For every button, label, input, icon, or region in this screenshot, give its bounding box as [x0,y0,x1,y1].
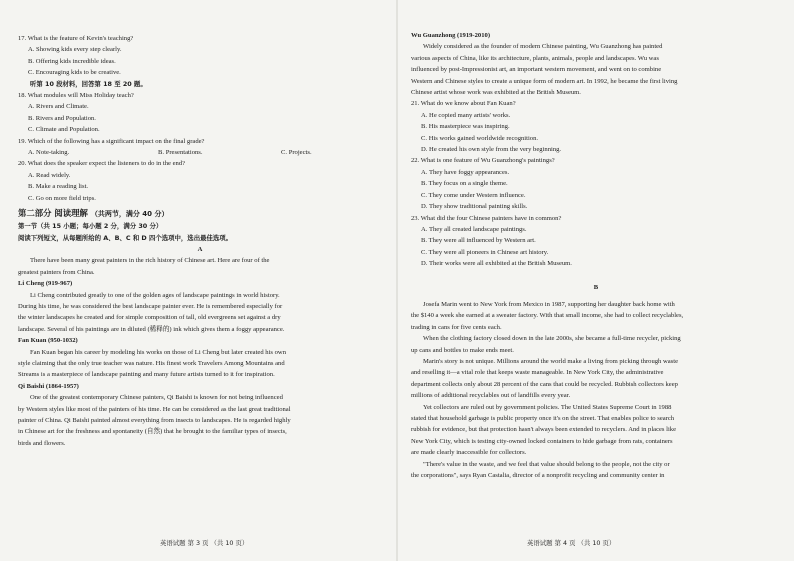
q19-option-b: B. Presentations. [158,149,203,157]
q22-option-d: D. They show traditional painting skills. [421,203,528,211]
q19-options [18,147,382,158]
q23-question: 23. What did the four Chinese painters have in common? [411,214,562,222]
q17-option-a: A. Showing kids every step clearly. [28,46,122,54]
q21-option-c: C. His works gained worldwide recognition. [421,134,539,142]
q19-option-c: C. Projects. [281,149,312,157]
passage-b-line: New York City, which is testing city-owned locked containers to hide garbage from rats, containers [411,437,673,445]
intro-line-1: There have been many great painters in the rich history of Chinese art. Here are four of the [30,257,270,265]
li-cheng-line-1: Li Cheng contributed greatly to one of the golden ages of landscape paintings in world history. [30,291,280,299]
section1-title: 第一节（共 15 小题；每小题 2 分，满分 30 分） [18,222,163,231]
right-page-footer: 英语试题 第 4 页 （共 10 页） [527,539,616,547]
passage-b-line: When the clothing factory closed down in the late 2000s, she became a full-time recycler, picking [423,335,681,343]
right-column [411,30,781,481]
passage-b-line: millions of additional recyclables out of landfills every year. [411,392,571,400]
q21-option-d: D. He created his own style from the very beginning. [421,146,562,154]
section1-instruction: 阅读下列短文，从每题所给的 A、B、C 和 D 四个选项中，选出最佳选项。 [18,233,233,242]
passage-b-line: Marin's story is not unique. Millions around the world make a living from picking through waste [423,357,679,365]
passage-b-body [411,299,781,482]
q18-option-c: C. Climate and Population. [28,126,100,134]
fan-kuan-heading: Fan Kuan (950-1032) [18,337,78,345]
q21-option-b: B. His masterpiece was inspiring. [421,123,510,131]
q22-option-a: A. They have foggy appearances. [421,168,510,176]
fan-kuan-line-3: Streams is a masterpiece of landscape painting and many future artists turned to it for inspiration. [18,371,275,379]
passage-b-line: the corporations", says Ryan Castalia, director of a nonprofit recycling and community center in [411,472,665,480]
q17-option-b: B. Offering kids incredible ideas. [28,57,116,65]
passage-b-line: stated that household garbage is public property once it's on the street. That enables police to search [411,415,675,422]
q22-question: 22. What is one feature of Wu Guanzhong's paintings? [411,157,555,165]
q20-option-c: C. Go on more field trips. [28,194,96,202]
q23-option-a: A. They all created landscape paintings. [421,225,527,233]
q18-option-b: B. Rivers and Population. [28,114,96,122]
passage-b-line: trading in cans for five cents each. [411,323,502,331]
qi-baishi-heading: Qi Baishi (1864-1957) [18,382,79,390]
q20-option-b: B. Make a reading list. [28,183,89,191]
fan-kuan-line-2: style claiming that the only true teacher was nature. His finest work Travelers Among Mountains and [18,359,285,367]
q19-option-a: A. Note-taking. [28,149,70,157]
left-column [18,33,382,449]
q22-option-b: B. They focus on a single theme. [421,180,508,188]
passage-a-label: A [197,245,203,253]
wu-guanzhong-line-5: Chinese artist whose work was exhibited at the British Museum. [411,89,581,97]
q23-option-b: B. They were all influenced by Western art. [421,237,536,245]
passage-b-line: the $140 a week she earned at a sweater factory. With that small income, she had to collect recyclables, [411,312,684,320]
q23-option-d: D. Their works were all exhibited at the British Museum. [421,260,572,268]
passage-b-line: "There's value in the waste, and we feel that value should belong to the people, not the city or [423,460,670,468]
li-cheng-heading: Li Cheng (919-967) [18,280,73,288]
part2-subtitle: （共两节，满分 40 分） [90,210,169,219]
listening-instruction: 听第 10 段材料，回答第 18 至 20 题。 [30,79,147,88]
q21-question: 21. What do we know about Fan Kuan? [411,100,516,108]
fan-kuan-line-1: Fan Kuan began his career by modeling his works on those of Li Cheng but later created his own [30,348,286,356]
q19-question: 19. Which of the following has a significant impact on the final grade? [18,137,205,145]
wu-guanzhong-heading: Wu Guanzhong (1919-2010) [411,32,491,39]
q18-option-a: A. Rivers and Climate. [28,103,89,111]
part2-title: 第二部分 阅读理解 [18,208,88,219]
qi-baishi-line-5: birds and flowers. [18,439,66,447]
qi-baishi-line-4: in Chinese art for the freshness and spontaneity (自然) that he brought to the familiar types of insects, [18,428,287,436]
q17-question: 17. What is the feature of Kevin's teaching? [18,35,134,42]
passage-b-line: department collects only about 28 percent of the cans that could be recycled. Rubbish collectors keep [411,380,678,388]
li-cheng-line-3: the winter landscapes he created and for simple composition of tall, old evergreens set against a dry [18,314,281,322]
q20-option-a: A. Read widely. [28,171,71,179]
q23-option-c: C. They were all pioneers in Chinese art history. [421,248,549,256]
qi-baishi-line-1: One of the greatest contemporary Chinese painters, Qi Baishi is known for not being influenced [30,394,283,402]
li-cheng-line-2: During his time, he was considered the best landscape painter ever. He is remembered especially for [18,302,283,310]
passage-b-line: Josefa Marin went to New York from Mexico in 1987, supporting her daughter back home with [423,300,675,308]
q21-option-a: A. He copied many artists' works. [421,111,511,119]
left-page-footer: 英语试题 第 3 页 （共 10 页） [160,539,249,547]
passage-b-line: and reselling it—a vital role that keeps waste manageable. In New York City, the administrative [411,369,664,377]
passage-b-line: are made clearly inaccessible for collectors. [411,449,527,457]
qi-baishi-line-2: by Western styles like most of the painters of his time. He can be considered as the last great traditional [18,405,291,413]
passage-b-line: rubbish for evidence, but that protection hasn't always been extended to recyclers. And in places like [411,426,677,434]
wu-guanzhong-line-1: Widely considered as the founder of modern Chinese painting, Wu Guanzhong has painted [423,43,663,51]
page-right [397,0,794,561]
intro-line-2: greatest painters from China. [18,268,95,276]
q20-question: 20. What does the speaker expect the listeners to do in the end? [18,160,186,168]
q17-option-c: C. Encouraging kids to be creative. [28,69,121,77]
wu-guanzhong-line-3: influenced by post-Impressionist art, an important western movement, and went on to combine [411,66,662,74]
wu-guanzhong-line-4: Western and Chinese styles to create a unique form of modern art. In 1992, he became the first living [411,77,678,85]
q22-option-c: C. They come under Western influence. [421,191,526,199]
wu-guanzhong-line-2: various aspects of China, like its architecture, plants, animals, people and landscapes. Wu was [411,54,659,62]
q18-question: 18. What modules will Miss Holiday teach? [18,92,134,100]
li-cheng-line-4: landscape. Several of his paintings are in diluted (稀释的) ink which gives them a foggy appearance. [18,325,285,333]
passage-b-line: up cans and bottles to make ends meet. [411,346,514,354]
part2-heading [18,207,382,221]
passage-b-label: B [593,283,599,291]
passage-b-line: Yet collectors are ruled out by government policies. The United States Supreme Court in 1988 [423,403,672,411]
qi-baishi-line-3: painter of China. Qi Baishi painted almost everything from insects to landscapes. He is regarded highly [18,417,291,424]
